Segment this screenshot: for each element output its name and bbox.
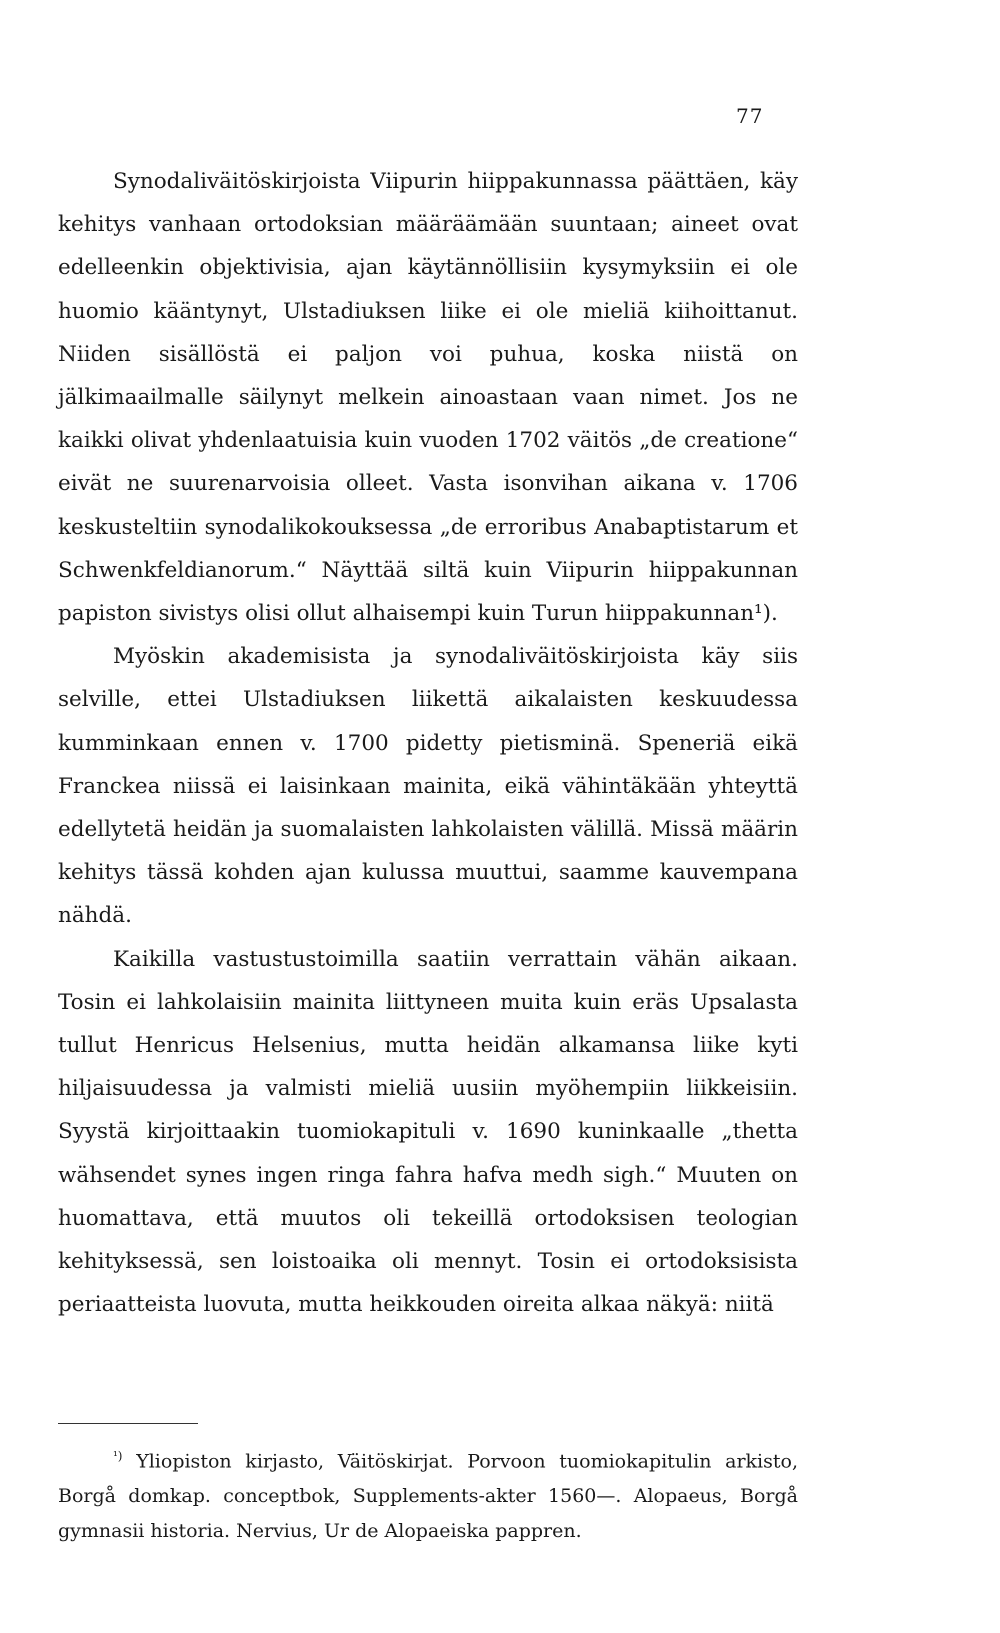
footnote-text: Yliopiston kirjasto, Väitöskirjat. Porvoon tuomiokapitulin arkisto, Borgå domkap. conceptbok, Supplements-akter 1560—. Alopaeus, Borgå gymnasii historia. Nervius, Ur de Alopaeiska pappren. [58,1450,798,1543]
paragraph-2: Myöskin akademisista ja synodaliväitöskirjoista käy siis selville, ettei Ulstadiuksen liikettä aikalaisten keskuudessa kumminkaan ennen v. 1700 pidetty pietisminä. Speneriä eikä Franckea niissä ei laisinkaan mainita, eikä vähintäkään yhteyttä edellytetä heidän ja suomalaisten lahkolaisten välillä. Missä määrin kehitys tässä kohden ajan kulussa muuttui, saamme kauvempana nähdä. [58,644,798,929]
body-text [58,160,798,1326]
paragraph-3: Kaikilla vastustustoimilla saatiin verrattain vähän aikaan. Tosin ei lahkolaisiin mainita liittyneen muita kuin eräs Upsalasta tullut Henricus Helsenius, mutta heidän alkamansa liike kyti hiljaisuudessa ja valmisti mieliä uusiin myöhempiin liikkeisiin. Syystä kirjoittaakin tuomiokapituli v. 1690 kuninkaalle „thetta wähsendet synes ingen ringa fahra hafva medh sigh.“ Muuten on huomattava, että muutos oli tekeillä ortodoksisen teologian kehityksessä, sen loistoaika oli mennyt. Tosin ei ortodoksisista periaatteista luovuta, mutta heikkouden oireita alkaa näkyä: niitä [58,946,798,1318]
footnote [58,1439,798,1549]
footnote-divider [58,1423,198,1424]
paragraph-1: Synodaliväitöskirjoista Viipurin hiippakunnassa päättäen, käy kehitys vanhaan ortodoksian määräämään suuntaan; aineet ovat edelleenkin objektivisia, ajan käytännöllisiin kysymyksiin ei ole huomio kääntynyt, Ulstadiuksen liike ei ole mieliä kiihoittanut. Niiden sisällöstä ei paljon voi puhua, koska niistä on jälkimaailmalle säilynyt melkein ainoastaan vaan nimet. Jos ne kaikki olivat yhdenlaatuisia kuin vuoden 1702 väitös „de creatione“ eivät ne suurenarvoisia olleet. Vasta isonvihan aikana v. 1706 keskusteltiin synodalikokouksessa „de erroribus Anabaptistarum et Schwenkfeldianorum.“ Näyttää siltä kuin Viipurin hiippakunnan papiston sivistys olisi ollut alhaisempi kuin Turun hiippakunnan¹). [58,169,798,627]
page-number: 77 [736,104,764,128]
footnote-marker: ¹) [113,1449,123,1463]
